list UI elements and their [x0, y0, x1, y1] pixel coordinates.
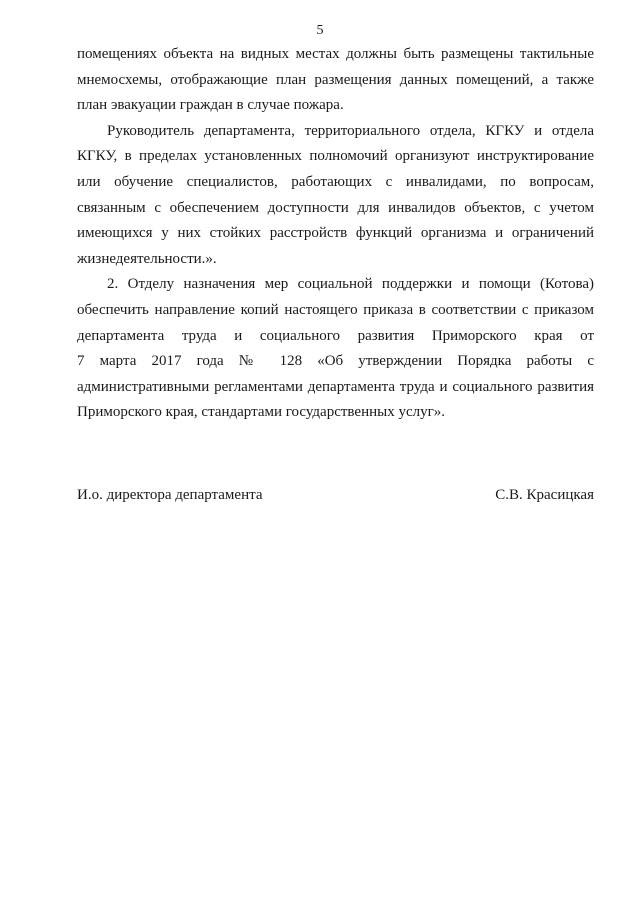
text-line: имеющихся у них стойких расстройств функций организма и ограничений: [77, 225, 594, 242]
text-line: помещениях объекта на видных местах должны быть размещены тактильные: [77, 46, 594, 62]
text-line: Приморского края, стандартами государственных услуг».: [77, 404, 445, 421]
text-line: обеспечить направление копий настоящего приказа в соответствии с приказом: [77, 301, 594, 318]
text-line: административными регламентами департамента труда и социального развития: [77, 378, 594, 395]
text-line: 2. Отделу назначения мер социальной поддержки и помощи (Котова): [107, 276, 594, 293]
signature-block: [77, 484, 594, 506]
page-number: 5: [316, 23, 324, 38]
document-body: [77, 42, 594, 426]
text-line: департамента труда и социального развития Приморского края от: [77, 327, 594, 344]
signatory-title: И.о. директора департамента: [77, 487, 263, 503]
text-line: жизнедеятельности.».: [77, 250, 217, 267]
text-line: Руководитель департамента, территориального отдела, КГКУ и отдела: [107, 122, 594, 139]
signatory-name: С.В. Красицкая: [495, 487, 594, 503]
text-line: или обучение специалистов, работающих с инвалидами, по вопросам,: [77, 173, 594, 190]
text-line: план эвакуации граждан в случае пожара.: [77, 97, 344, 114]
text-line: мнемосхемы, отображающие план размещения данных помещений, а также: [77, 71, 594, 88]
text-line: 7 марта 2017 года № 128 «Об утверждении Порядка работы с: [77, 353, 594, 370]
text-line: связанным с обеспечением доступности для инвалидов объектов, с учетом: [77, 199, 594, 216]
text-line: КГКУ, в пределах установленных полномочий организуют инструктирование: [77, 148, 594, 165]
